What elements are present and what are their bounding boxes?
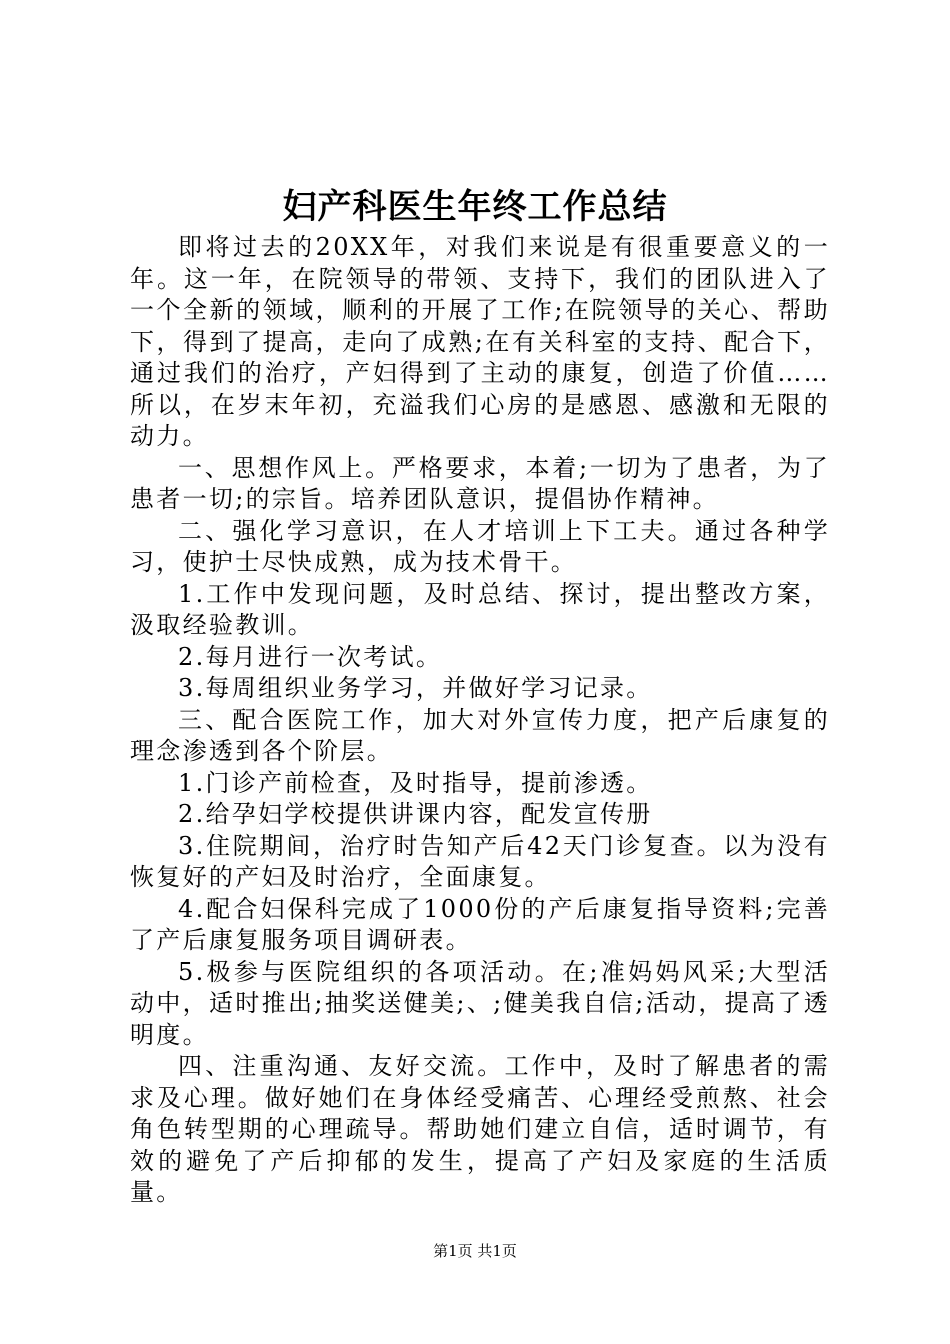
paragraph-section-2-item-1: 1.工作中发现问题，及时总结、探讨，提出整改方案，汲取经验教训。 bbox=[130, 579, 830, 639]
paragraph-section-3-item-3: 3.住院期间，治疗时告知产后42天门诊复查。以为没有恢复好的产妇及时治疗，全面康复。 bbox=[130, 831, 830, 891]
document-title: 妇产科医生年终工作总结 bbox=[282, 187, 668, 227]
paragraph-section-1: 一、思想作风上。严格要求，本着;一切为了患者，为了患者一切;的宗旨。培养团队意识，提倡协作精神。 bbox=[130, 453, 830, 513]
document-body bbox=[130, 232, 830, 1209]
paragraph-section-3: 三、配合医院工作，加大对外宣传力度，把产后康复的理念渗透到各个阶层。 bbox=[130, 705, 830, 765]
paragraph-section-2-item-2: 2.每月进行一次考试。 bbox=[178, 642, 443, 671]
paragraph-section-2-item-3: 3.每周组织业务学习，并做好学习记录。 bbox=[178, 674, 653, 702]
paragraph-section-3-item-5: 5.极参与医院组织的各项活动。在;准妈妈风采;大型活动中，适时推出;抽奖送健美;、;健美我自信;活动，提高了透明度。 bbox=[130, 957, 830, 1049]
paragraph-section-2: 二、强化学习意识，在人才培训上下工夫。通过各种学习，使护士尽快成熟，成为技术骨干。 bbox=[130, 516, 830, 576]
paragraph-section-4: 四、注重沟通、友好交流。工作中，及时了解患者的需求及心理。做好她们在身体经受痛苦、心理经受煎熬、社会角色转型期的心理疏导。帮助她们建立自信，适时调节，有效的避免了产后抑郁的发生，提高了产妇及家庭的生活质量。 bbox=[130, 1052, 830, 1206]
paragraph-section-3-item-1: 1.门诊产前检查，及时指导，提前渗透。 bbox=[178, 768, 653, 797]
paragraph-intro: 即将过去的20XX年，对我们来说是有很重要意义的一年。这一年，在院领导的带领、支持下，我们的团队进入了一个全新的领域，顺利的开展了工作;在院领导的关心、帮助下，得到了提高，走向了成熟;在有关科室的支持、配合下，通过我们的治疗，产妇得到了主动的康复，创造了价值……所以，在岁末年初，充溢我们心房的是感恩、感激和无限的动力。 bbox=[130, 233, 830, 450]
paragraph-section-3-item-4: 4.配合妇保科完成了1000份的产后康复指导资料;完善了产后康复服务项目调研表。 bbox=[130, 894, 830, 954]
page-footer: 第1页 共1页 bbox=[433, 1242, 517, 1260]
paragraph-section-3-item-2: 2.给孕妇学校提供讲课内容，配发宣传册 bbox=[178, 800, 653, 828]
